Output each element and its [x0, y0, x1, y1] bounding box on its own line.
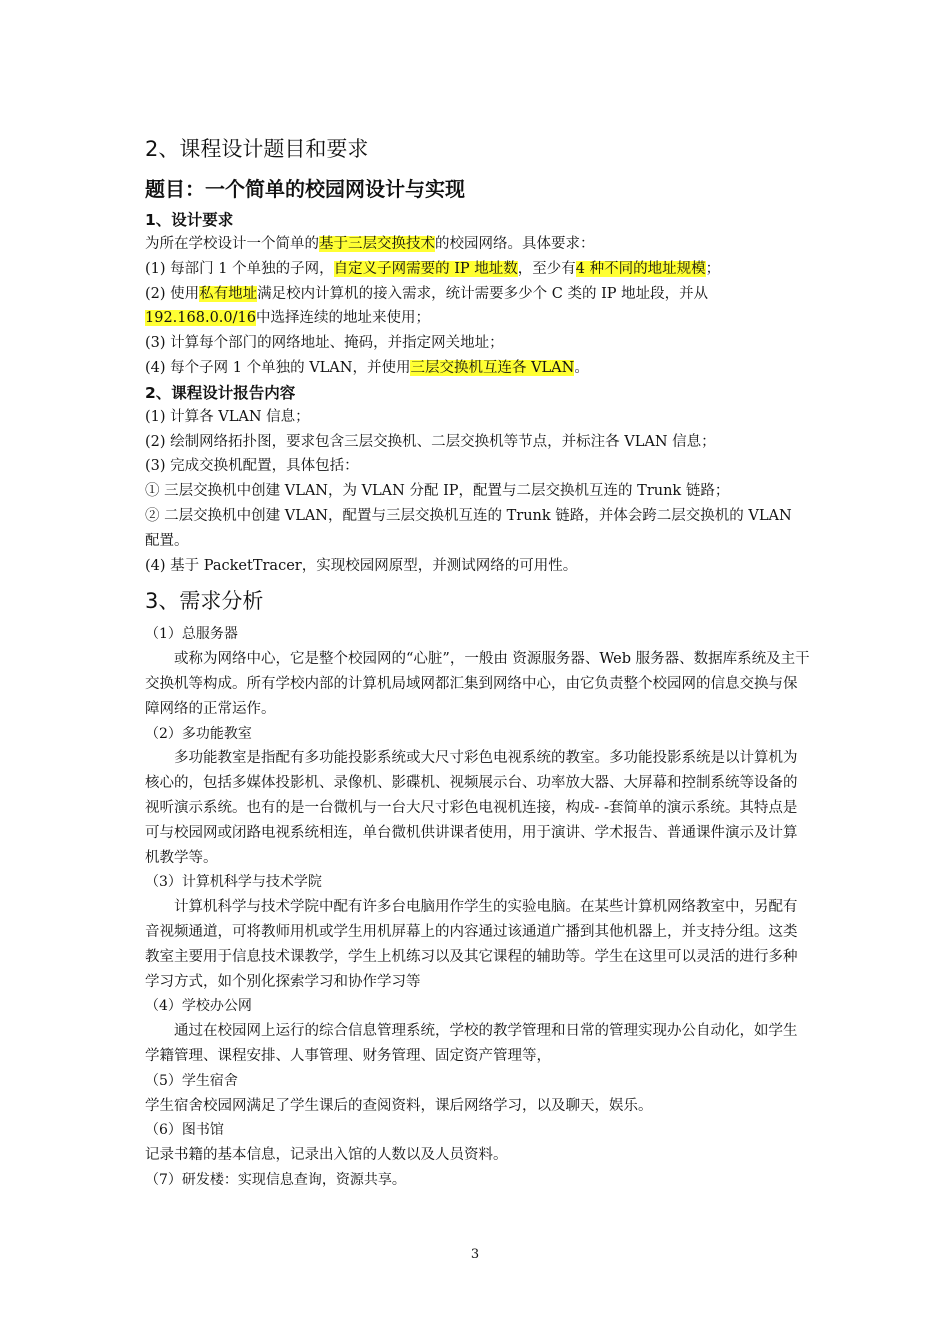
need-label-1: （1）总服务器: [145, 626, 238, 643]
report-item-2: (2) 绘制网络拓扑图，要求包含三层交换机、二层交换机等节点，并标注各 VLAN 信息；: [145, 433, 716, 450]
text-run: ，至少有: [517, 260, 576, 277]
need-text-2: 多功能教室是指配有多功能投影系统或大尺寸彩色电视系统的教室。多功能投影系统是以计算机为核心的，包括多媒体投影机、录像机、影碟机、视频展示台、功率放大器、大屏幕和控制系统等设备的视听演示系统。也有的是一台微机与一台大尺寸彩色电视机连接，构成- -套简单的演示系统。其特点是可与校园网或闭路电视系统相连，单台微机供讲课者使用，用于演讲、学术报告、普通课件演示及计算机教学等。: [145, 750, 798, 866]
text-run: 满足校内计算机的接入需求，统计需要多少个 C 类的 IP 地址段，并从: [257, 285, 709, 302]
text-run: (4) 每个子网 1 个单独的 VLAN，并使用: [145, 359, 411, 376]
need-text-4: 通过在校园网上运行的综合信息管理系统，学校的教学管理和日常的管理实现办公自动化，如学生学籍管理、课程安排、人事管理、财务管理、固定资产管理等，: [145, 1023, 798, 1064]
requirement-3: (3) 计算每个部门的网络地址、掩码，并指定网关地址；: [145, 335, 504, 352]
highlight: 私有地址: [199, 285, 258, 302]
need-label-5: （5）学生宿舍: [145, 1072, 238, 1089]
report-item-3: (3) 完成交换机配置，具体包括：: [145, 458, 359, 475]
highlight: 三层交换机互连各 VLAN: [410, 359, 575, 376]
topic-title: 题目：一个简单的校园网设计与实现: [145, 177, 465, 201]
highlight: 192.168.0.0/16: [145, 310, 256, 327]
need-label-7: （7）研发楼：实现信息查询，资源共享。: [145, 1171, 406, 1188]
need-text-1: 或称为网络中心，它是整个校园网的“心脏”，一般由 资源服务器、Web 服务器、数据库系统及主干交换机等构成。所有学校内部的计算机局域网都汇集到网络中心，由它负责整个校园网的信息交换与保障网络的正常运作。: [145, 651, 810, 717]
design-requirements-heading: 1、设计要求: [145, 211, 234, 229]
design-intro: [145, 232, 810, 257]
highlight: 自定义子网需要的 IP 地址数: [333, 260, 518, 277]
report-item-3b: ② 二层交换机中创建 VLAN，配置与三层交换机互连的 Trunk 链路，并体会跨二层交换机的 VLAN 配置。: [145, 507, 792, 549]
need-text-3: 计算机科学与技术学院中配有许多台电脑用作学生的实验电脑。在某些计算机网络教室中，另配有音视频通道，可将教师用机或学生用机屏幕上的内容通过该通道广播到其他机器上，并支持分组。这类教室主要用于信息技术课教学，学生上机练习以及其它课程的辅助等。学生在这里可以灵活的进行多种学习方式，如个别化探索学习和协作学习等: [145, 899, 798, 990]
text-run: (1) 每部门 1 个单独的子网，: [145, 260, 334, 277]
text-run: 。: [574, 359, 589, 376]
page-content: [145, 130, 810, 1193]
text-run: (2) 使用: [145, 285, 200, 302]
text-run: 中选择连续的地址来使用；: [255, 310, 430, 327]
highlight: 基于三层交换技术: [319, 236, 435, 252]
text-run: ；: [705, 260, 721, 277]
need-label-2: （2）多功能教室: [145, 725, 252, 742]
report-item-1: (1) 计算各 VLAN 信息；: [145, 408, 310, 425]
need-label-3: （3）计算机科学与技术学院: [145, 874, 322, 891]
highlight: 4 种不同的地址规模: [575, 260, 706, 277]
need-label-4: （4）学校办公网: [145, 998, 252, 1015]
section-3-title: 3、需求分析: [145, 589, 264, 614]
section-2-title: 2、课程设计题目和要求: [145, 137, 369, 161]
report-content-heading: 2、课程设计报告内容: [145, 383, 296, 402]
page-number: 3: [470, 1247, 480, 1262]
text-run: 的校园网络。具体要求：: [435, 236, 595, 252]
need-text-5: 学生宿舍校园网满足了学生课后的查阅资料，课后网络学习，以及聊天，娱乐。: [145, 1097, 653, 1114]
requirement-4: [145, 356, 810, 381]
report-item-3a: ① 三层交换机中创建 VLAN，为 VLAN 分配 IP，配置与二层交换机互连的 Trunk 链路；: [145, 483, 730, 500]
need-text-6: 记录书籍的基本信息，记录出入馆的人数以及人员资料。: [145, 1147, 508, 1164]
requirement-1: [145, 257, 810, 282]
text-run: 为所在学校设计一个简单的: [145, 236, 319, 252]
requirement-2: [145, 282, 810, 332]
need-label-6: （6）图书馆: [145, 1122, 224, 1139]
report-item-4: (4) 基于 PacketTracer，实现校园网原型，并测试网络的可用性。: [145, 557, 578, 574]
